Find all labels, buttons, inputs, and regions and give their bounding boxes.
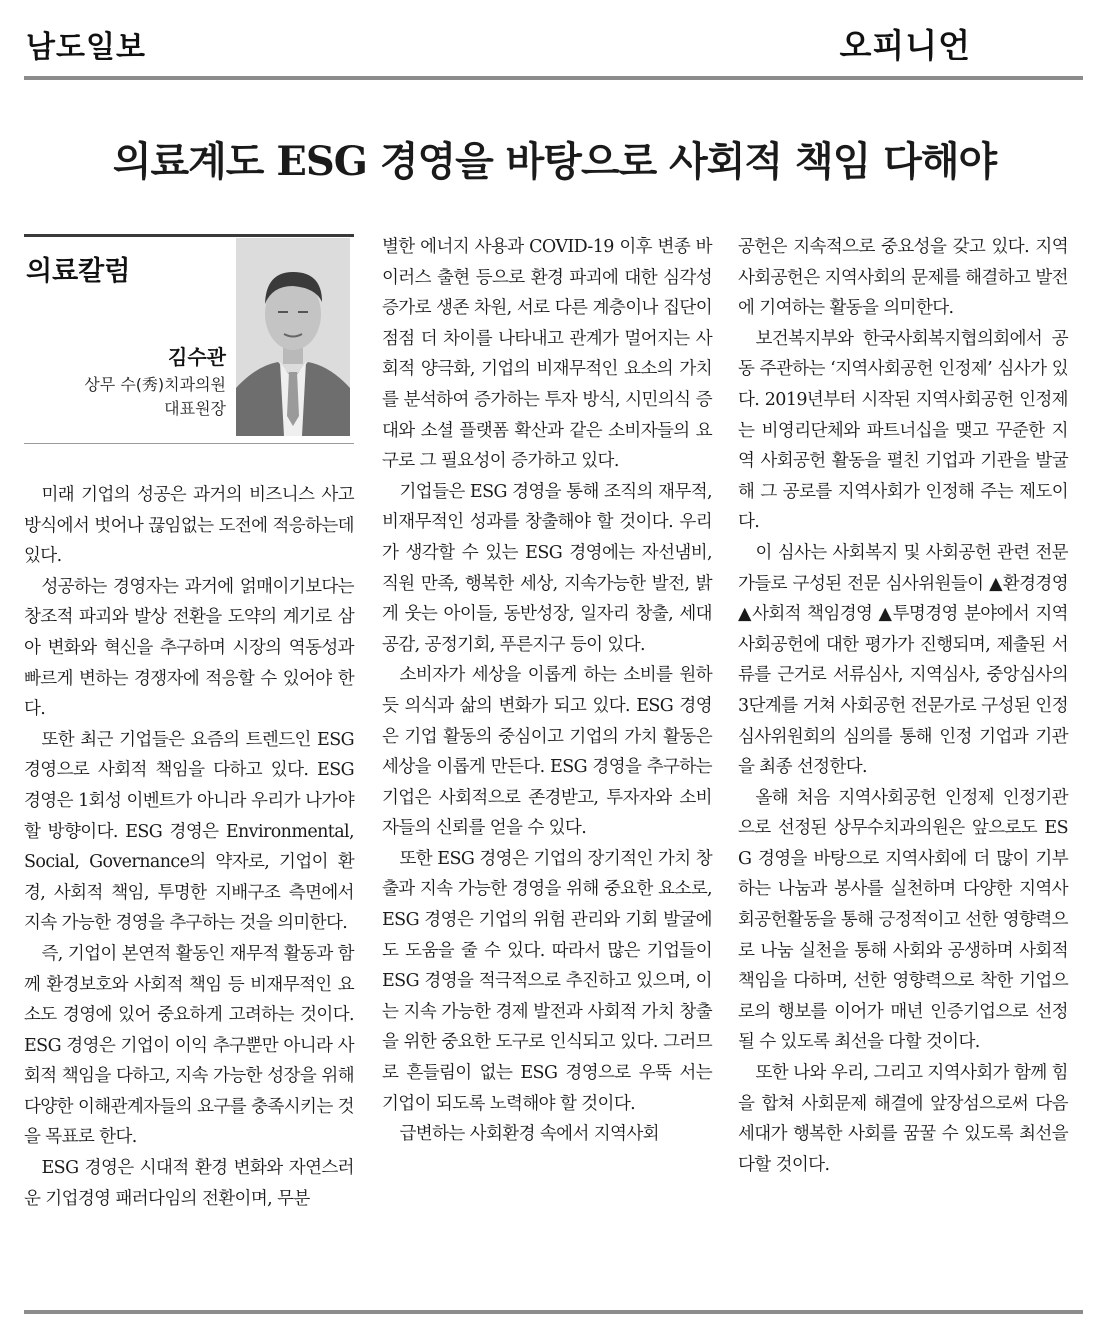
paragraph: ESG 경영은 시대적 환경 변화와 자연스러운 기업경영 패러다임의 전환이며, 무분 xyxy=(24,1158,354,1209)
paragraph: 보건복지부와 한국사회복지협의회에서 공동 주관하는 ‘지역사회공헌 인정제’ 심사가 있다. 2019년부터 시작된 지역사회공헌 인정제는 비영리단체와 파트너십을 맺고 꾸준한 지역 사회공헌 활동을 펼친 기업과 기관을 발굴해 그 공로를 지역사회가 인정해 주는 제도이다. xyxy=(738,328,1068,533)
article-column-1 xyxy=(24,480,354,1214)
paragraph: 소비자가 세상을 이롭게 하는 소비를 원하듯 의식과 삶의 변화가 되고 있다. ESG 경영은 기업 활동의 중심이고 기업의 가치 활동은 세상을 이롭게 만든다. ESG 경영을 추구하는 기업은 사회적으로 존경받고, 투자자와 소비자들의 신뢰를 얻을 수 있다. xyxy=(382,665,712,839)
author-title-line1: 상무 수(秀)치과의원 xyxy=(84,375,226,394)
paragraph: 급변하는 사회환경 속에서 지역사회 xyxy=(399,1124,659,1145)
article-column-3 xyxy=(738,232,1068,1180)
paragraph: 또한 최근 기업들은 요즘의 트렌드인 ESG 경영으로 사회적 책임을 다하고 있다. ESG 경영은 1회성 이벤트가 아니라 우리가 나가야할 방향이다. ESG 경영은 Environmental, Social, Governance의 약자로, 기업이 환경, 사회적 책임, 투명한 지배구조 측면에서 지속 가능한 경영을 추구하는 것을 의미한다. xyxy=(24,729,354,934)
article-column-2 xyxy=(382,232,712,1150)
column-label: 의료칼럼 xyxy=(26,256,131,287)
paragraph: 별한 에너지 사용과 COVID-19 이후 변종 바이러스 출현 등으로 환경 파괴에 대한 심각성 증가로 생존 차원, 서로 다른 계층이나 집단이 점점 더 차이를 나타내고 관계가 멀어지는 사회적 양극화, 기업의 비재무적인 요소의 가치를 분석하여 증가하는 투자 방식, 시민의식 증대와 소셜 플랫폼 확산과 같은 소비자들의 요구로 그 필요성이 증가하고 있다. xyxy=(382,237,712,472)
paragraph: 이 심사는 사회복지 및 사회공헌 관련 전문가들로 구성된 전문 심사위원들이 ▲환경경영 ▲사회적 책임경영 ▲투명경영 분야에서 지역사회공헌에 대한 평가가 진행되며, 제출된 서류를 근거로 서류심사, 지역심사, 중앙심사의 3단계를 거쳐 사회공헌 전문가로 구성된 인정심사위원회의 심의를 통해 인정 기업과 기관을 최종 선정한다. xyxy=(738,542,1068,778)
bottom-rule xyxy=(24,1310,1083,1314)
author-portrait-illustration xyxy=(236,238,350,436)
author-photo xyxy=(236,238,350,436)
paragraph: 성공하는 경영자는 과거에 얽매이기보다는 창조적 파괴와 발상 전환을 도약의 계기로 삼아 변화와 혁신을 추구하며 시장의 역동성과 빠르게 변하는 경쟁자에 적응할 수 있어야 한다. xyxy=(24,576,354,720)
paragraph: 미래 기업의 성공은 과거의 비즈니스 사고방식에서 벗어나 끊임없는 도전에 적응하는데 있다. xyxy=(24,485,354,567)
paragraph: 즉, 기업이 본연적 활동인 재무적 활동과 함께 환경보호와 사회적 책임 등 비재무적인 요소도 경영에 있어 중요하게 고려하는 것이다. ESG 경영은 기업이 이익 추구뿐만 아니라 사회적 책임을 다하고, 지속 가능한 성장을 위해 다양한 이해관계자들의 요구를 충족시키는 것을 목표로 한다. xyxy=(24,943,354,1148)
headline: 의료계도 ESG 경영을 바탕으로 사회적 책임 다해야 xyxy=(112,138,997,185)
top-rule xyxy=(24,76,1083,80)
section-name: 오피니언 xyxy=(839,26,971,65)
masthead xyxy=(0,0,1109,80)
paragraph: 또한 ESG 경영은 기업의 장기적인 가치 창출과 지속 가능한 경영을 위해 중요한 요소로, ESG 경영은 기업의 위험 관리와 기회 발굴에도 도움을 줄 수 있다. 따라서 많은 기업들이 ESG 경영을 적극적으로 추진하고 있으며, 이는 지속 가능한 경제 발전과 사회적 가치 창출을 위한 중요한 도구로 인식되고 있다. 그러므로 흔들림이 없는 ESG 경영으로 우뚝 서는 기업이 되도록 노력해야 할 것이다. xyxy=(382,848,712,1114)
author-name: 김수관 xyxy=(168,345,226,369)
paragraph: 기업들은 ESG 경영을 통해 조직의 재무적, 비재무적인 성과를 창출해야 할 것이다. 우리가 생각할 수 있는 ESG 경영에는 자선냄비, 직원 만족, 행복한 세상, 지속가능한 발전, 밝게 웃는 아이들, 동반성장, 일자리 창출, 세대공감, 공정기회, 푸른지구 등이 있다. xyxy=(382,481,712,655)
paragraph: 올해 처음 지역사회공헌 인정제 인정기관으로 선정된 상무수치과의원은 앞으로도 ESG 경영을 바탕으로 지역사회에 더 많이 기부하는 나눔과 봉사를 실천하며 다양한 지역사회공헌활동을 통해 긍정적이고 선한 영향력으로 나눔 실천을 통해 사회와 공생하며 사회적 책임을 다하며, 선한 영향력으로 착한 기업으로의 행보를 이어가 매년 인증기업으로 선정될 수 있도록 최선을 다할 것이다. xyxy=(738,787,1068,1053)
paragraph: 공헌은 지속적으로 중요성을 갖고 있다. 지역사회공헌은 지역사회의 문제를 해결하고 발전에 기여하는 활동을 의미한다. xyxy=(738,237,1068,319)
paragraph: 또한 나와 우리, 그리고 지역사회가 함께 힘을 합쳐 사회문제 해결에 앞장섬으로써 다음 세대가 행복한 사회를 꿈꿀 수 있도록 최선을 다할 것이다. xyxy=(738,1063,1068,1175)
paper-name: 남도일보 xyxy=(26,30,146,65)
author-title-line2: 대표원장 xyxy=(164,399,226,418)
author-title xyxy=(84,373,226,421)
